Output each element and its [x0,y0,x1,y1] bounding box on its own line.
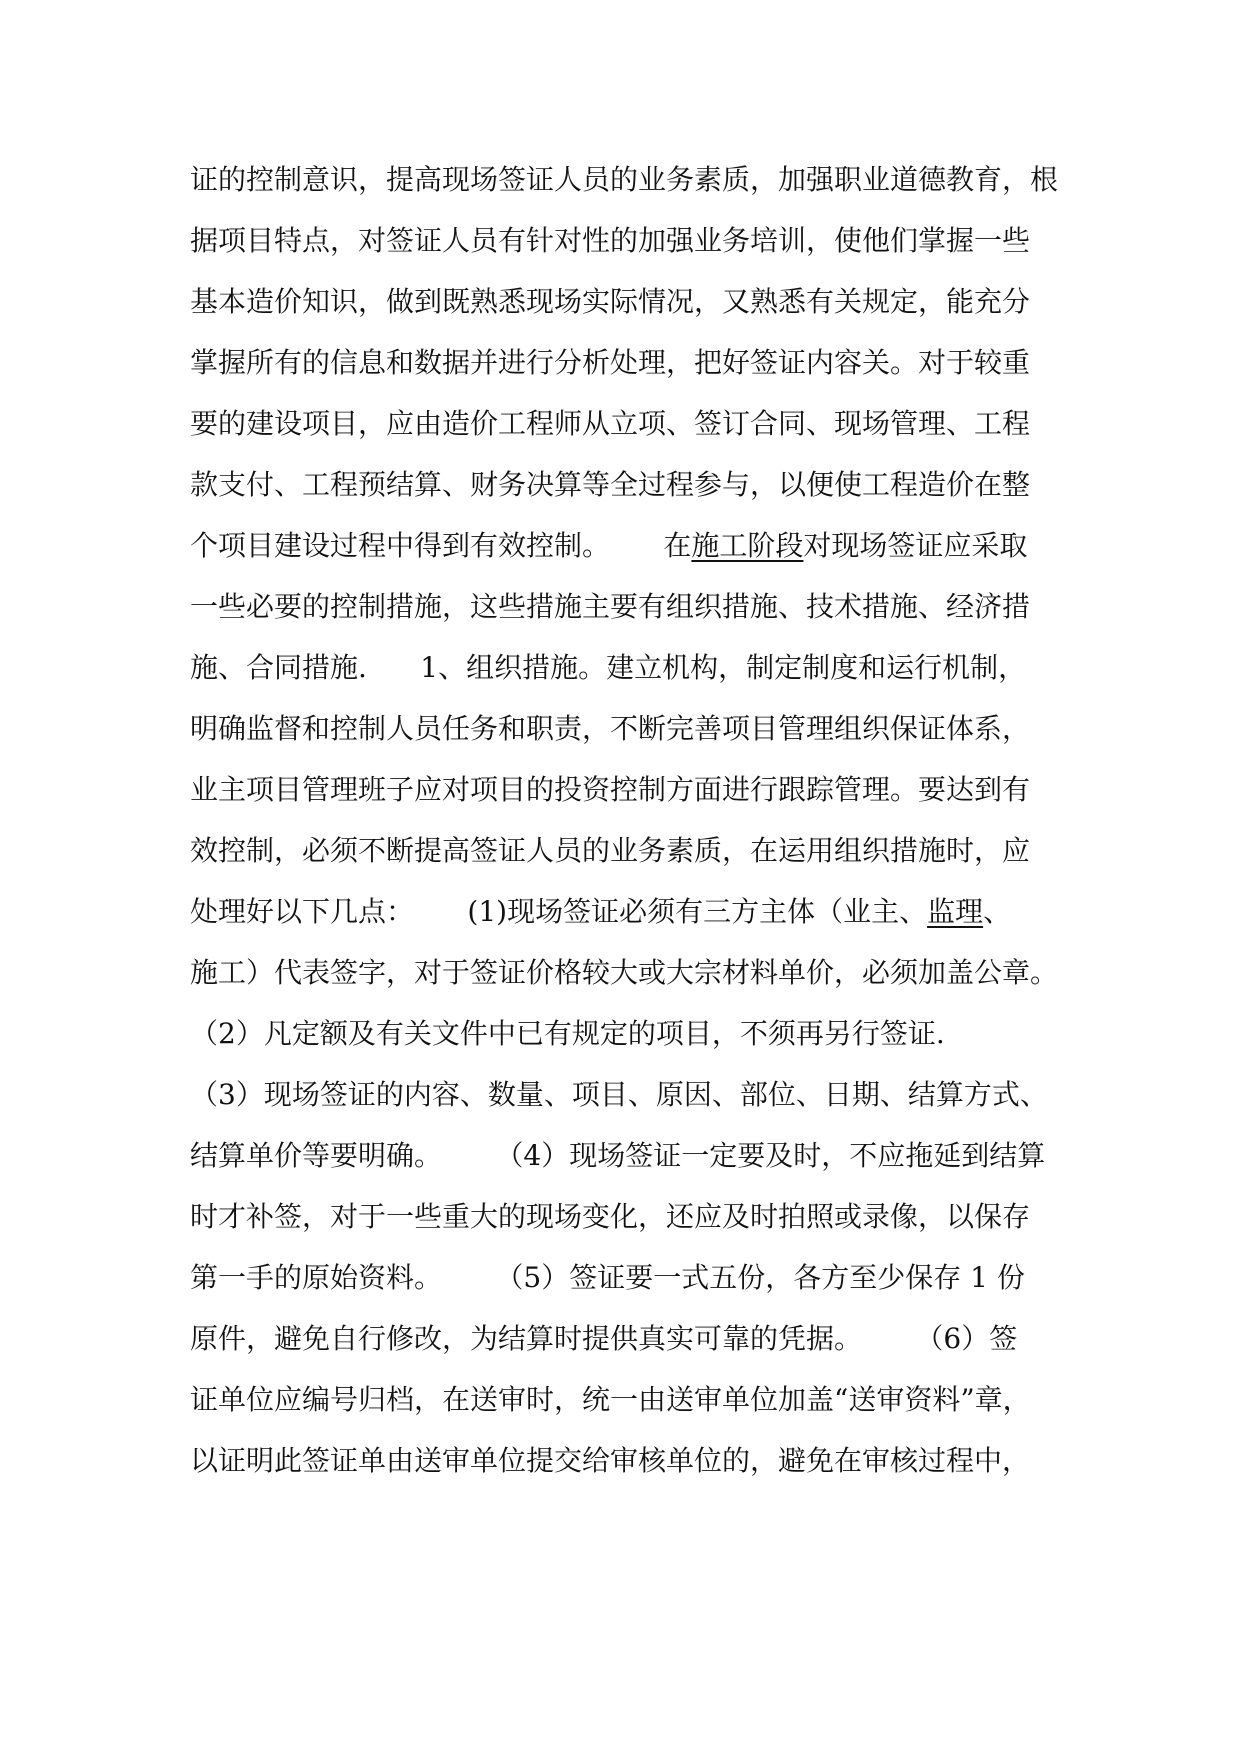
text-line: （3）现场签证的内容、数量、项目、原因、部位、日期、结算方式、 [190,1078,1048,1111]
text-line [190,892,1011,932]
text-line: （2）凡定额及有关文件中已有规定的项目，不须再另行签证. [190,1017,945,1050]
text-line: 证的控制意识，提高现场签证人员的业务素质，加强职业道德教育，根 [190,163,1059,196]
text-line: 据项目特点，对签证人员有针对性的加强业务培训，使他们掌握一些 [190,224,1031,257]
text-line: 掌握所有的信息和数据并进行分析处理，把好签证内容关。对于较重 [190,346,1031,379]
text-segment: 个项目建设过程中得到有效控制。 在 [190,529,692,562]
text-line [190,526,1027,566]
text-line: 基本造价知识，做到既熟悉现场实际情况，又熟悉有关规定，能充分 [190,285,1031,318]
text-line: 以证明此签证单由送审单位提交给审核单位的，避免在审核过程中， [190,1444,1031,1477]
text-line: 结算单价等要明确。 （4）现场签证一定要及时，不应拖延到结算 [190,1139,1046,1172]
text-segment: 对现场签证应采取 [803,529,1028,562]
text-line: 业主项目管理班子应对项目的投资控制方面进行跟踪管理。要达到有 [190,773,1031,806]
text-line: 款支付、工程预结算、财务决算等全过程参与，以便使工程造价在整 [190,468,1031,501]
text-line: 施工）代表签字，对于签证价格较大或大宗材料单价，必须加盖公章。 [190,956,1059,989]
text-segment: 处理好以下几点： (1)现场签证必须有三方主体（业主、 [190,895,928,928]
hyperlink-construction-stage[interactable]: 施工阶段 [691,529,804,562]
text-line: 第一手的原始资料。 （5）签证要一式五份，各方至少保存 1 份 [190,1261,1025,1294]
text-line: 原件，避免自行修改，为结算时提供真实可靠的凭据。 （6）签 [190,1322,1018,1355]
text-line: 证单位应编号归档，在送审时，统一由送审单位加盖“送审资料”章， [190,1383,1031,1416]
text-segment: 、 [983,895,1012,928]
text-line: 要的建设项目，应由造价工程师从立项、签订合同、现场管理、工程 [190,407,1031,440]
text-line: 一些必要的控制措施，这些措施主要有组织措施、技术措施、经济措 [190,590,1031,623]
text-line: 施、合同措施. 1、组织措施。建立机构，制定制度和运行机制， [190,651,1027,684]
text-line: 明确监督和控制人员任务和职责，不断完善项目管理组织保证体系， [190,712,1031,745]
text-line: 效控制，必须不断提高签证人员的业务素质，在运用组织措施时，应 [190,834,1031,867]
text-line: 时才补签，对于一些重大的现场变化，还应及时拍照或录像，以保存 [190,1200,1031,1233]
hyperlink-supervision[interactable]: 监理 [927,895,984,928]
